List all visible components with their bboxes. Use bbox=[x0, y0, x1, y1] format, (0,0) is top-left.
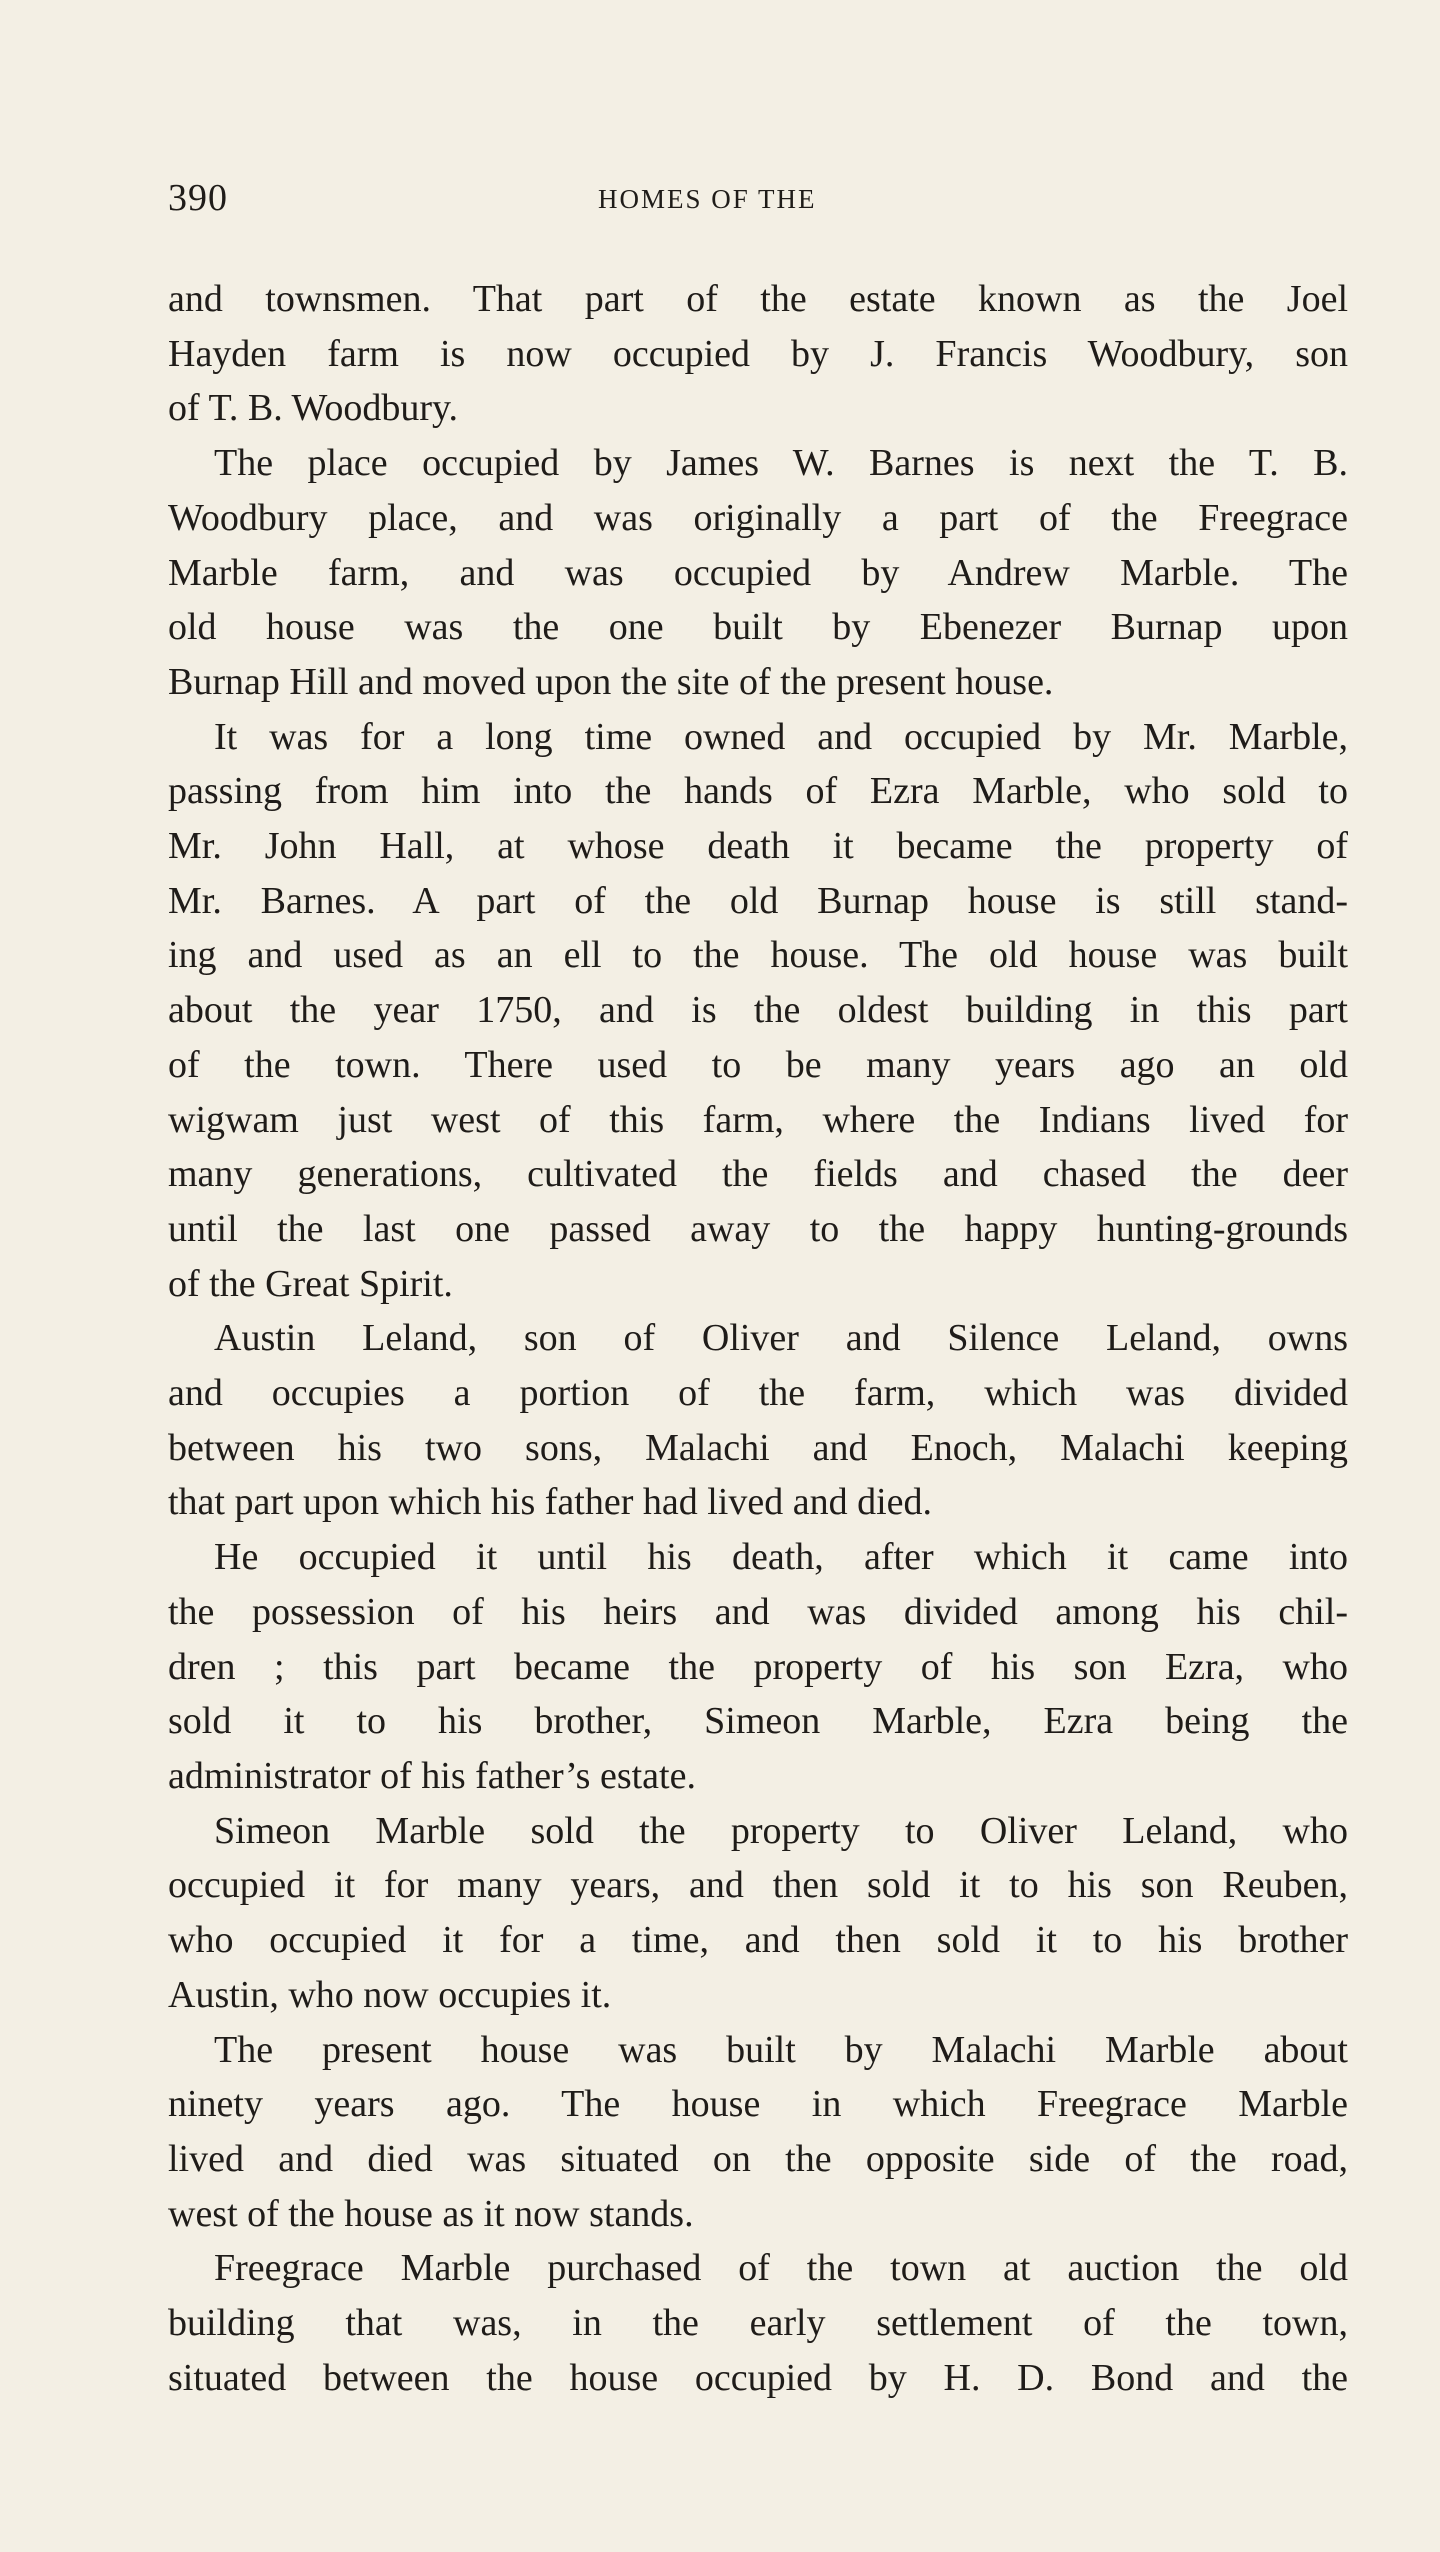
body-text bbox=[168, 272, 1348, 2405]
paragraph-5 bbox=[168, 1530, 1348, 1804]
text-line: ninety years ago. The house in which Freegrace Marble bbox=[168, 2083, 1348, 2126]
text-line: Burnap Hill and moved upon the site of the present house. bbox=[168, 660, 1054, 703]
text-line: ing and used as an ell to the house. The old house was built bbox=[168, 934, 1348, 977]
text-line: old house was the one built by Ebenezer Burnap upon bbox=[168, 606, 1348, 649]
text-line: It was for a long time owned and occupied by Mr. Marble, bbox=[214, 715, 1348, 758]
paragraph-8 bbox=[168, 2241, 1348, 2405]
text-line: passing from him into the hands of Ezra Marble, who sold to bbox=[168, 770, 1348, 813]
text-line: the possession of his heirs and was divided among his chil- bbox=[168, 1590, 1348, 1633]
text-line: Marble farm, and was occupied by Andrew Marble. The bbox=[168, 551, 1348, 594]
text-line: who occupied it for a time, and then sold it to his brother bbox=[168, 1919, 1348, 1962]
text-line: The place occupied by James W. Barnes is next the T. B. bbox=[214, 442, 1348, 485]
text-line: occupied it for many years, and then sold it to his son Reuben, bbox=[168, 1864, 1348, 1907]
text-line: of the town. There used to be many years ago an old bbox=[168, 1043, 1348, 1086]
text-line: of the Great Spirit. bbox=[168, 1262, 453, 1305]
running-title: HOMES OF THE bbox=[598, 184, 817, 214]
text-line: Mr. John Hall, at whose death it became the property of bbox=[168, 825, 1348, 868]
page-number: 390 bbox=[168, 177, 228, 219]
text-line: about the year 1750, and is the oldest building in this part bbox=[168, 989, 1348, 1032]
text-line: and townsmen. That part of the estate known as the Joel bbox=[168, 278, 1348, 320]
running-head bbox=[168, 176, 1348, 228]
text-line: building that was, in the early settlement of the town, bbox=[168, 2302, 1348, 2345]
text-line: of T. B. Woodbury. bbox=[168, 387, 459, 430]
text-line: The present house was built by Malachi Marble about bbox=[214, 2028, 1348, 2071]
paragraph-4 bbox=[168, 1311, 1348, 1530]
paragraph-2 bbox=[168, 436, 1348, 710]
text-line: Freegrace Marble purchased of the town at auction the old bbox=[214, 2247, 1348, 2290]
paragraph-7 bbox=[168, 2023, 1348, 2242]
text-line: dren ; this part became the property of his son Ezra, who bbox=[168, 1645, 1348, 1688]
text-line: Mr. Barnes. A part of the old Burnap house is still stand- bbox=[168, 879, 1348, 922]
text-line: until the last one passed away to the happy hunting-grounds bbox=[168, 1207, 1348, 1250]
text-line: Austin, who now occupies it. bbox=[168, 1973, 612, 2016]
text-line: lived and died was situated on the opposite side of the road, bbox=[168, 2137, 1348, 2180]
text-line: that part upon which his father had lived and died. bbox=[168, 1481, 933, 1524]
text-line: and occupies a portion of the farm, which was divided bbox=[168, 1372, 1348, 1415]
text-line: sold it to his brother, Simeon Marble, Ezra being the bbox=[168, 1700, 1348, 1743]
text-line: Austin Leland, son of Oliver and Silence Leland, owns bbox=[214, 1317, 1348, 1360]
text-line: many generations, cultivated the fields and chased the deer bbox=[168, 1153, 1348, 1196]
text-line: Hayden farm is now occupied by J. Francis Woodbury, son bbox=[168, 332, 1348, 375]
paragraph-1 bbox=[168, 272, 1348, 436]
text-line: Simeon Marble sold the property to Oliver Leland, who bbox=[214, 1809, 1348, 1852]
text-line: wigwam just west of this farm, where the Indians lived for bbox=[168, 1098, 1348, 1141]
text-line: between his two sons, Malachi and Enoch, Malachi keeping bbox=[168, 1426, 1348, 1469]
paragraph-6 bbox=[168, 1804, 1348, 2023]
text-line: west of the house as it now stands. bbox=[168, 2192, 694, 2235]
paragraph-3 bbox=[168, 710, 1348, 1312]
text-line: situated between the house occupied by H. D. Bond and the bbox=[168, 2356, 1348, 2399]
text-line: He occupied it until his death, after which it came into bbox=[214, 1536, 1348, 1579]
text-line: Woodbury place, and was originally a part of the Freegrace bbox=[168, 496, 1348, 539]
text-line: administrator of his father’s estate. bbox=[168, 1754, 696, 1797]
